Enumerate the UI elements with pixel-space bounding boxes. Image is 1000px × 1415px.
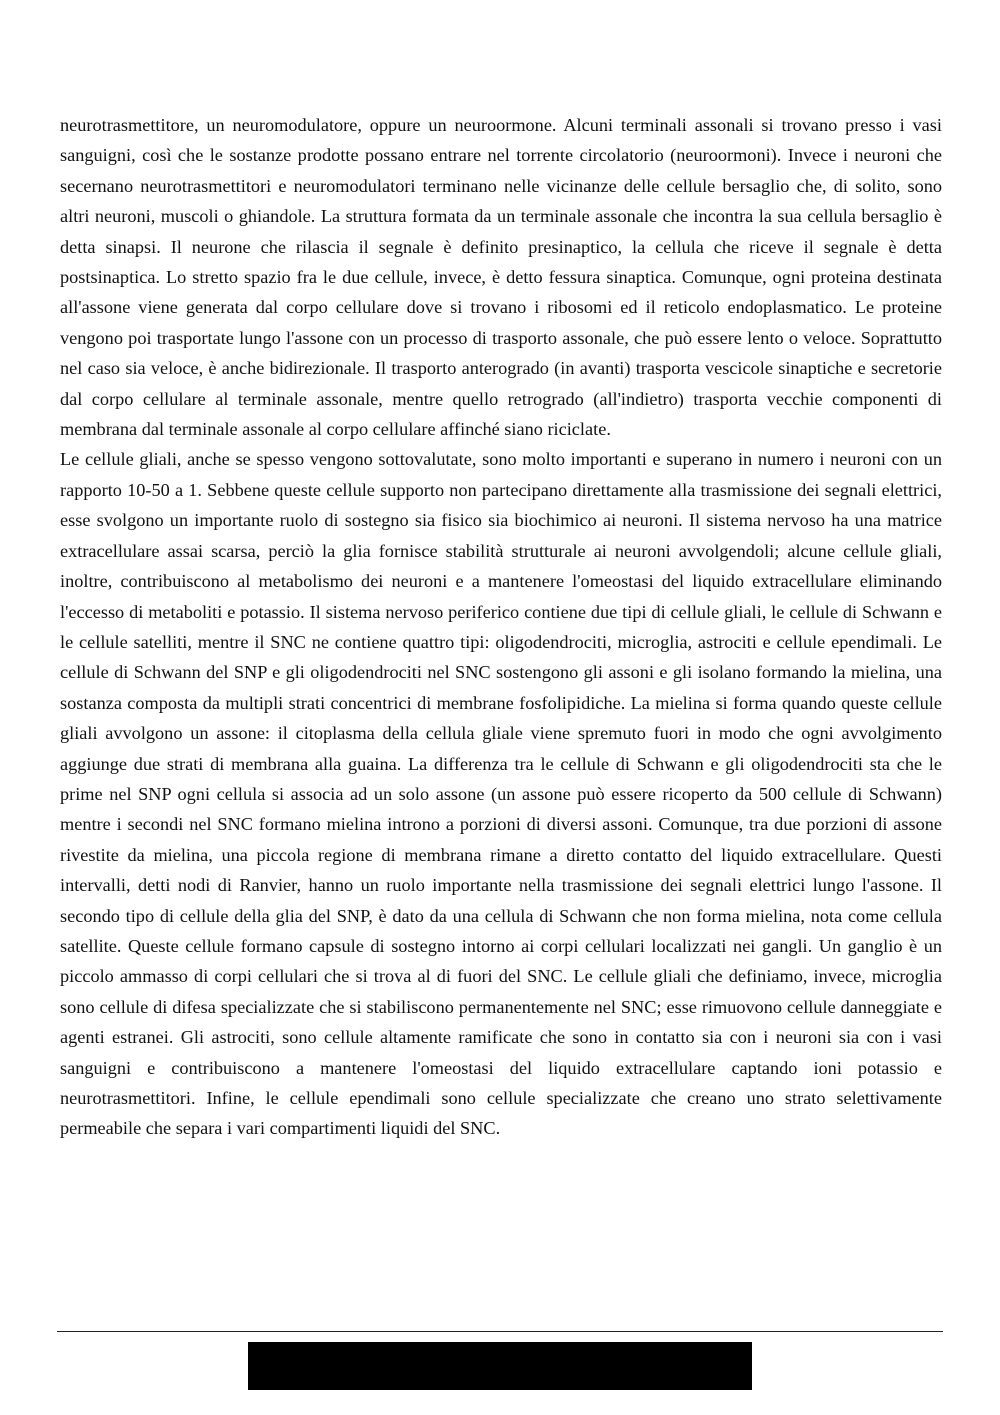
paragraph-axonal-transport: neurotrasmettitore, un neuromodulatore, oppure un neuroormone. Alcuni terminali assonali si trovano presso i vasi sanguigni, così che le sostanze prodotte possano entrare nel torrente circolatorio (neuroormoni). Invece i neuroni che secernano neurotrasmettitori e neuromodulatori terminano nelle vicinanze delle cellule bersaglio che, di solito, sono altri neuroni, muscoli o ghiandole. La struttura formata da un terminale assonale che incontra la sua cellula bersaglio è detta sinapsi. Il neurone che rilascia il segnale è definito presinaptico, la cellula che riceve il segnale è detta postsinaptica. Lo stretto spazio fra le due cellule, invece, è detto fessura sinaptica. Comunque, ogni proteina destinata all'assone viene generata dal corpo cellulare dove si trovano i ribosomi ed il reticolo endoplasmatico. Le proteine vengono poi trasportate lungo l'assone con un processo di trasporto assonale, che può essere lento o veloce. Soprattutto nel caso sia veloce, è anche bidirezionale. Il trasporto anterogrado (in avanti) trasporta vescicole sinaptiche e secretorie dal corpo cellulare al terminale assonale, mentre quello retrogrado (all'indietro) trasporta vecchie componenti di membrana dal terminale assonale al corpo cellulare affinché siano riciclate. <box>60 115 942 440</box>
body-text <box>60 110 942 1144</box>
paragraph-glial-cells: Le cellule gliali, anche se spesso vengono sottovalutate, sono molto importanti e superano in numero i neuroni con un rapporto 10-50 a 1. Sebbene queste cellule supporto non partecipano direttamente alla trasmissione dei segnali elettrici, esse svolgono un importante ruolo di sostegno sia fisico sia biochimico ai neuroni. Il sistema nervoso ha una matrice extracellulare assai scarsa, perciò la glia fornisce stabilità strutturale ai neuroni avvolgendoli; alcune cellule gliali, inoltre, contribuiscono al metabolismo dei neuroni e a mantenere l'omeostasi del liquido extracellulare eliminando l'eccesso di metaboliti e potassio. Il sistema nervoso periferico contiene due tipi di cellule gliali, le cellule di Schwann e le cellule satelliti, mentre il SNC ne contiene quattro tipi: oligodendrociti, microglia, astrociti e cellule ependimali. Le cellule di Schwann del SNP e gli oligodendrociti nel SNC sostengono gli assoni e gli isolano formando la mielina, una sostanza composta da multipli strati concentrici di membrane fosfolipidiche. La mielina si forma quando queste cellule gliali avvolgono un assone: il citoplasma della cellula gliale viene spremuto fuori in modo che ogni avvolgimento aggiunge due strati di membrana alla guaina. La differenza tra le cellule di Schwann e gli oligodendrociti sta che le prime nel SNP ogni cellula si associa ad un solo assone (un assone può essere ricoperto da 500 cellule di Schwann) mentre i secondi nel SNC formano mielina introno a porzioni di diversi assoni. Comunque, tra due porzioni di assone rivestite da mielina, una piccola regione di membrana rimane a diretto contatto del liquido extracellulare. Questi intervalli, detti nodi di Ranvier, hanno un ruolo importante nella trasmissione dei segnali elettrici lungo l'assone. Il secondo tipo di cellule della glia del SNP, è dato da una cellula di Schwann che non forma mielina, nota come cellula satellite. Queste cellule formano capsule di sostegno intorno ai corpi cellulari localizzati nei gangli. Un ganglio è un piccolo ammasso di corpi cellulari che si trova al di fuori del SNC. Le cellule gliali che definiamo, invece, microglia sono cellule di difesa specializzate che si stabiliscono permanentemente nel SNC; esse rimuovono cellule danneggiate e agenti estranei. Gli astrociti, sono cellule altamente ramificate che sono in contatto sia con i neuroni sia con i vasi sanguigni e contribuiscono a mantenere l'omeostasi del liquido extracellulare captando ioni potassio e neurotrasmettitori. Infine, le cellule ependimali sono cellule specializzate che creano uno strato selettivamente permeabile che separa i vari compartimenti liquidi del SNC. <box>60 449 942 1139</box>
footer-redaction-bar <box>248 1342 752 1390</box>
footer-divider <box>57 1331 943 1332</box>
